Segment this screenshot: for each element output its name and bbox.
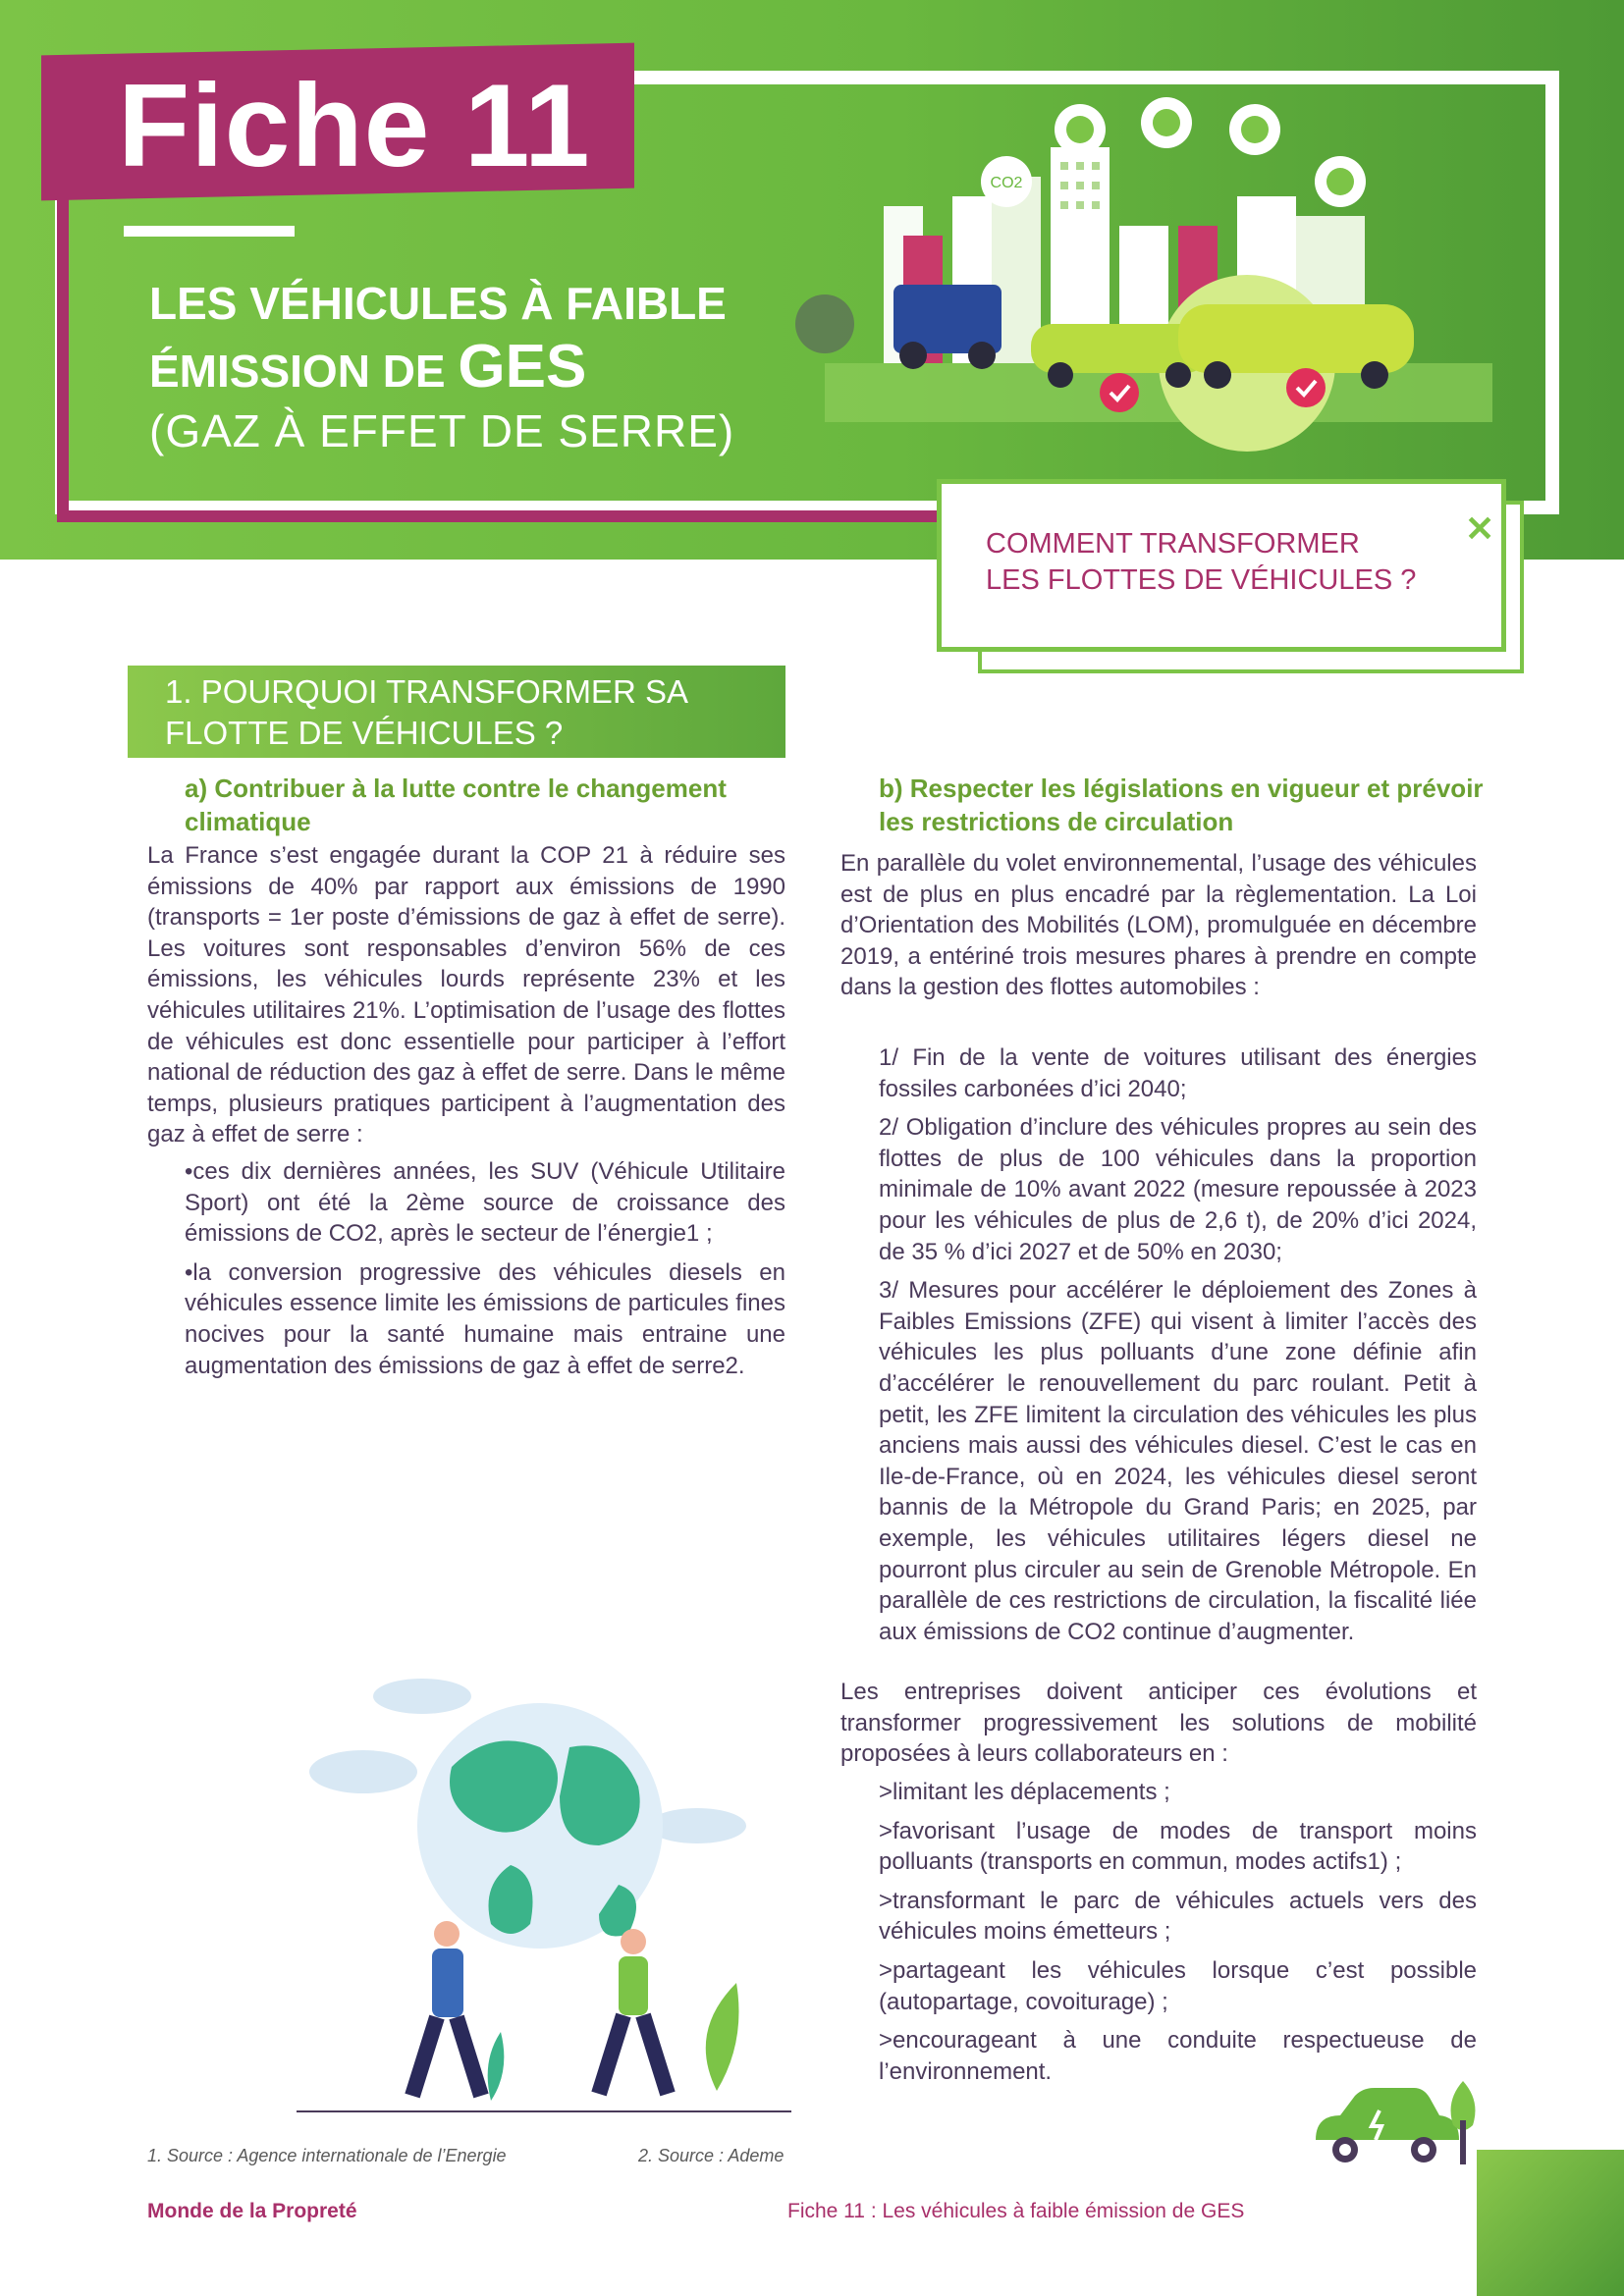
- close-icon: ✕: [1465, 508, 1495, 549]
- lom-measures-list: [879, 1042, 1477, 1655]
- footer-title: Fiche 11 : Les véhicules à faible émission de GES: [787, 2200, 1245, 2222]
- ground-line: [297, 2110, 791, 2112]
- title-ges: GES: [458, 333, 587, 400]
- section-heading: 1. POURQUOI TRANSFORMER SA FLOTTE DE VÉHICULES ?: [165, 673, 687, 751]
- bullet-list-a: [185, 1156, 785, 1389]
- list-item: 1/ Fin de la vente de voitures utilisant des énergies fossiles carbonées d’ici 2040;: [879, 1044, 1477, 1102]
- footer-publisher: Monde de la Propreté: [147, 2200, 357, 2222]
- title-rule: [124, 226, 295, 237]
- list-item: >transformant le parc de véhicules actuels vers des véhicules moins émetteurs ;: [879, 1887, 1477, 1946]
- list-item: •ces dix dernières années, les SUV (Véhicule Utilitaire Sport) ont été la 2ème source de croissance des émissions de CO2, après le secteur de l’énergie1 ;: [185, 1158, 785, 1248]
- question-text: COMMENT TRANSFORMER LES FLOTTES DE VÉHICULES ?: [986, 528, 1417, 596]
- list-item: •la conversion progressive des véhicules diesels en véhicules essence limite les émissions de particules fines nocives pour la santé humaine mais entraine une augmentation des émissions de gaz à effet de serre2.: [185, 1258, 785, 1379]
- actions-list: [879, 1777, 1477, 2095]
- list-item: >favorisant l’usage de modes de transport moins polluants (transports en commun, modes actifs1) ;: [879, 1817, 1477, 1876]
- paragraph-b2: Les entreprises doivent anticiper ces évolutions et transformer progressivement les solutions de mobilité proposées à leurs collaborateurs en :: [840, 1679, 1477, 1768]
- title-line-2: [149, 332, 586, 401]
- subtitle-b: b) Respecter les législations en vigueur et prévoir les restrictions de circulation: [879, 774, 1484, 836]
- list-item: >encourageant à une conduite respectueuse de l’environnement.: [879, 2027, 1477, 2085]
- earth-people-illustration: [295, 1669, 805, 2120]
- electric-car-tree-icon: [1306, 2071, 1483, 2169]
- footnote-2: 2. Source : Ademe: [638, 2146, 785, 2165]
- subtitle-a: a) Contribuer à la lutte contre le changement climatique: [185, 774, 727, 836]
- list-item: 2/ Obligation d’inclure des véhicules propres au sein des flottes de plus de 100 véhicules dans la proportion minimale de 10% avant 2022 (mesure repoussée à 2023 pour les véhicules de plus de 2,6 t), de 20% d’ici 2024, de 35 % d’ici 2027 et de 50% en 2030;: [879, 1114, 1477, 1265]
- person-right: [599, 1929, 668, 2094]
- fiche-title: Fiche 11: [118, 60, 591, 191]
- title-line-2-prefix: ÉMISSION DE: [149, 346, 459, 397]
- person-left: [412, 1921, 481, 2096]
- title-line-1: LES VÉHICULES À FAIBLE: [149, 278, 727, 329]
- corner-accent: [1477, 2150, 1624, 2296]
- footnote-1: 1. Source : Agence internationale de l’Energie: [147, 2146, 507, 2165]
- list-item: 3/ Mesures pour accélérer le déploiement des Zones à Faibles Emissions (ZFE) qui visent à limiter l’accès des véhicules les plus polluants d’une zone définie afin d’accélérer le renouvellement du parc roulant. Petit à petit, les ZFE limitent la circulation des véhicules les plus anciens mais aussi des véhicules diesel. C’est le cas en Ile-de-France, où en 2024, les véhicules diesel seront bannis de la Métropole du Grand Paris; en 2025, par exemple, les véhicules utilitaires légers diesel ne pourront plus circuler au sein de Grenoble Métropole. En parallèle de ces restrictions de circulation, la fiscalité liée aux émissions de CO2 continue d’augmenter.: [879, 1277, 1477, 1645]
- paragraph-a: La France s’est engagée durant la COP 21 à réduire ses émissions de 40% par rapport aux émissions de 1990 (transports = 1er poste d’émissions de gaz à effet de serre). Les voitures sont responsables d’environ 56% de ces émissions, les véhicules lourds représente 23% et les véhicules utilitaires 21%. L’optimisation de l’usage des flottes de véhicules est donc essentielle pour participer à l’effort national de réduction des gaz à effet de serre. Dans le même temps, plusieurs pratiques participent à l’augmentation des gaz à effet de serre :: [147, 842, 785, 1148]
- city-traffic-illustration: [785, 88, 1492, 501]
- title-line-3: (GAZ À EFFET DE SERRE): [149, 405, 735, 456]
- list-item: >limitant les déplacements ;: [879, 1779, 1170, 1805]
- paragraph-b: En parallèle du volet environnemental, l’usage des véhicules est de plus en plus encadré par la règlementation. La Loi d’Orientation des Mobilités (LOM), promulguée en décembre 2019, a entériné trois mesures phares à prendre en compte dans la gestion des flottes automobiles :: [840, 850, 1477, 1001]
- list-item: >partageant les véhicules lorsque c’est possible (autopartage, covoiturage) ;: [879, 1956, 1477, 2015]
- co2-icon-label: CO2: [990, 175, 1023, 191]
